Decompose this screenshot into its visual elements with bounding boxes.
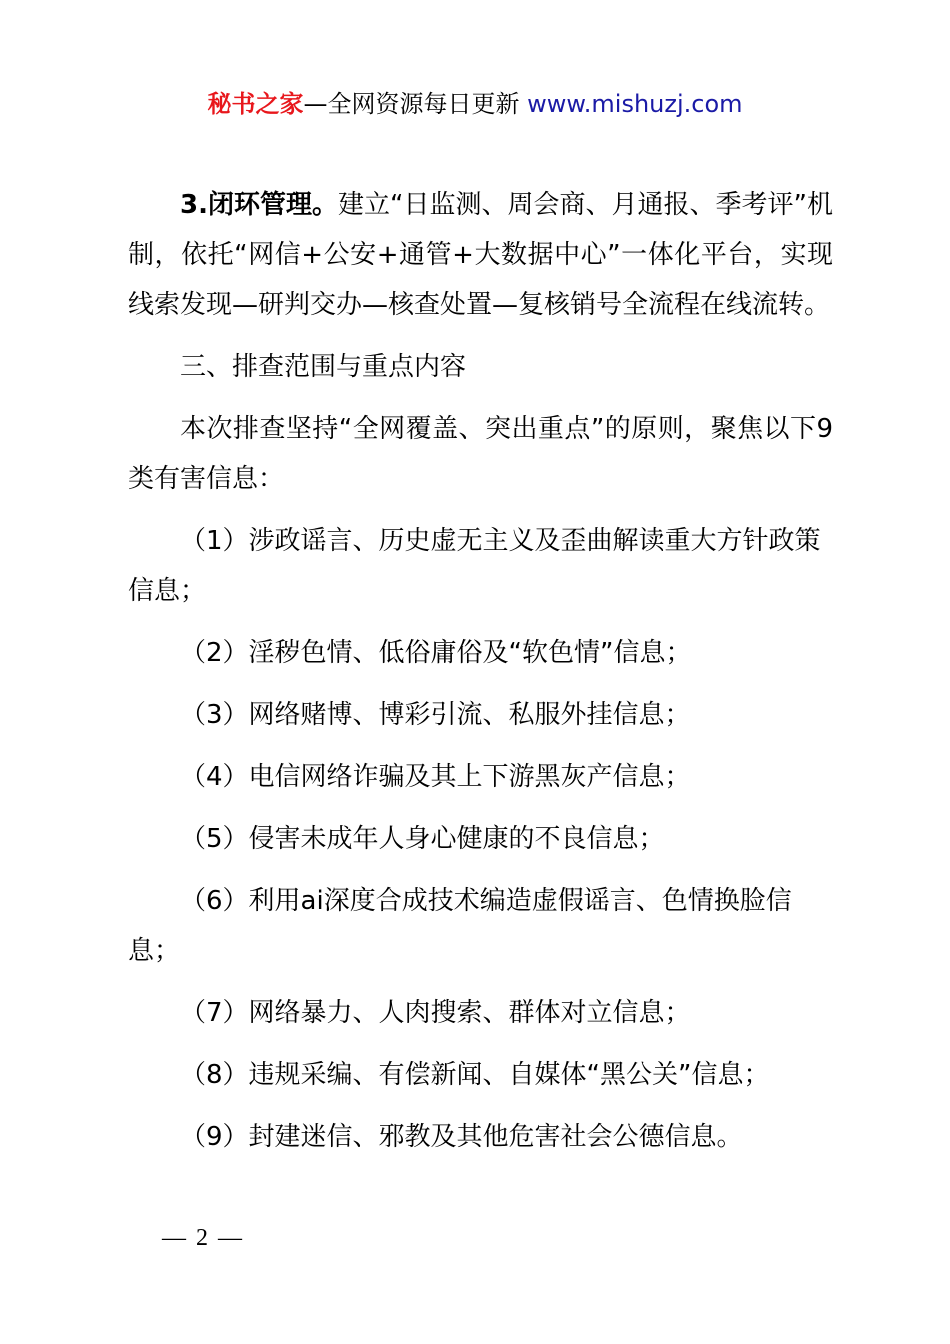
list-item: （2）淫秽色情、低俗庸俗及“软色情”信息； [180,638,692,668]
list-item: （3）网络赌博、博彩引流、私服外挂信息； [180,700,691,730]
list-item: （7）网络暴力、人肉搜索、群体对立信息； [180,998,691,1028]
site-brand: 秘书之家 [207,90,304,118]
section-heading: 三、排查范围与重点内容 [180,352,467,382]
paragraph-lead: 3.闭环管理。 [180,190,338,220]
list-item: （1）涉政谣言、历史虚无主义及歪曲解读重大方针政策信息； [128,526,821,606]
page-number: — 2 — [162,1225,244,1251]
site-slogan: —全网资源每日更新 [303,90,528,118]
paragraph-text: 建立“日监测、周会商、月通报、季考评”机制，依托“网信+公安+通管+大数据中心”一体化平台，实现线索发现—研判交办—核查处置—复核销号全流程在线流转。 [128,190,833,320]
document-body [128,180,833,1174]
paragraph-intro: 本次排查坚持“全网覆盖、突出重点”的原则，聚焦以下9类有害信息： [128,414,833,494]
paragraph-closed-loop [128,180,833,330]
list-item: （4）电信网络诈骗及其上下游黑灰产信息； [180,762,691,792]
list-item: （5）侵害未成年人身心健康的不良信息； [180,824,665,854]
site-banner [0,86,950,122]
list-item: （8）违规采编、有偿新闻、自媒体“黑公关”信息； [180,1060,770,1090]
list-item: （9）封建迷信、邪教及其他危害社会公德信息。 [180,1122,743,1152]
list-item: （6）利用ai深度合成技术编造虚假谣言、色情换脸信息； [128,886,792,966]
site-url-link[interactable]: www.mishuzj.com [527,90,743,118]
